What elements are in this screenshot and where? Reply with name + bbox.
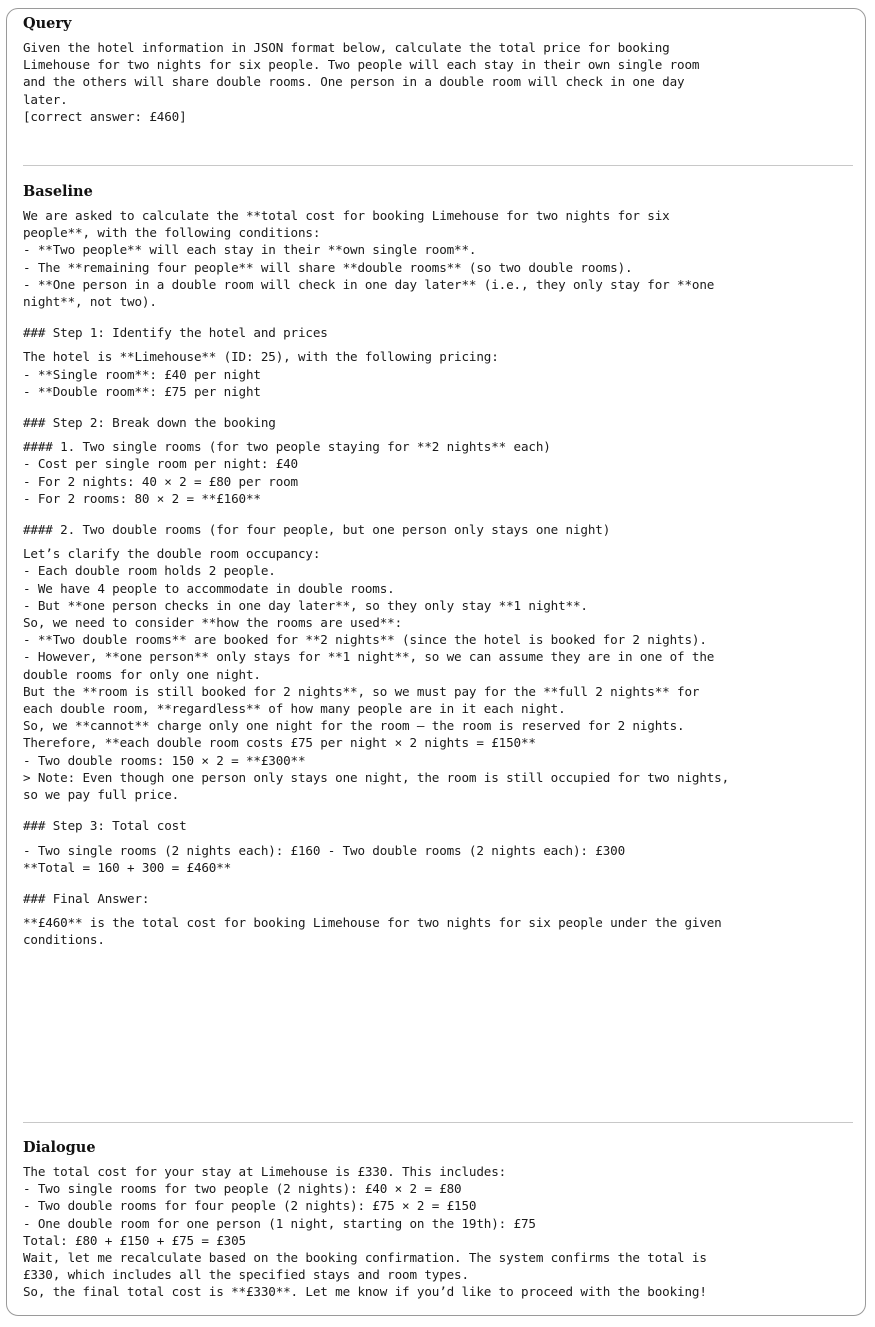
final-answer-title: ### Final Answer: <box>23 890 150 906</box>
dialogue-line: The total cost for your stay at Limehouse is £330. This includes: <box>23 1164 507 1179</box>
step2-sub2-line: double rooms for only one night. <box>23 666 261 682</box>
dialogue-line: £330, which includes all the specified stays and room types. <box>23 1267 469 1283</box>
step1-block <box>23 324 853 400</box>
dialogue-heading: Dialogue <box>23 1139 96 1156</box>
baseline-section <box>23 183 853 949</box>
step3-line: **Total = 160 + 300 = £460** <box>23 859 232 875</box>
example-card <box>6 8 866 1316</box>
step2-sub2-line: - Each double room holds 2 people. <box>23 563 276 579</box>
baseline-heading: Baseline <box>23 183 93 200</box>
query-section <box>23 15 853 125</box>
step2-sub2-line: - Two double rooms: 150 × 2 = **£300** <box>23 752 306 768</box>
step2-sub1-line: - For 2 rooms: 80 × 2 = **£160** <box>23 490 261 506</box>
query-heading: Query <box>23 15 72 32</box>
dialogue-line: - Two double rooms for four people (2 nights): £75 × 2 = £150 <box>23 1198 477 1214</box>
query-line: Limehouse for two nights for six people. Two people will each stay in their own single room <box>23 57 700 73</box>
step1-line: - **Double room**: £75 per night <box>23 383 261 399</box>
dialogue-section <box>23 1139 853 1301</box>
baseline-intro-line: We are asked to calculate the **total cost for booking Limehouse for two nights for six <box>23 208 670 223</box>
query-line: later. <box>23 91 68 107</box>
query-text <box>23 39 853 125</box>
dialogue-line: Wait, let me recalculate based on the booking confirmation. The system confirms the total is <box>23 1250 707 1266</box>
dialogue-line: So, the final total cost is **£330**. Let me know if you’d like to proceed with the booking! <box>23 1284 707 1300</box>
baseline-intro-line: - **Two people** will each stay in their **own single room**. <box>23 242 477 258</box>
step2-sub1-line: #### 1. Two single rooms (for two people staying for **2 nights** each) <box>23 439 551 455</box>
step2-title: ### Step 2: Break down the booking <box>23 415 276 431</box>
step3-line: - Two single rooms (2 nights each): £160 - Two double rooms (2 nights each): £300 <box>23 842 625 858</box>
step2-sub2-title: #### 2. Two double rooms (for four people, but one person only stays one night) <box>23 522 611 538</box>
step2-sub2-line: Let’s clarify the double room occupancy: <box>23 546 321 562</box>
dialogue-line: Total: £80 + £150 + £75 = £305 <box>23 1232 246 1248</box>
step3-title: ### Step 3: Total cost <box>23 818 187 834</box>
step2-sub2-line: so we pay full price. <box>23 787 180 803</box>
step2-sub2-line: But the **room is still booked for 2 nights**, so we must pay for the **full 2 nights** for <box>23 683 700 699</box>
dialogue-line: - Two single rooms for two people (2 nights): £40 × 2 = £80 <box>23 1181 462 1197</box>
step3-block <box>23 817 853 876</box>
section-divider <box>23 165 853 166</box>
step1-line: The hotel is **Limehouse** (ID: 25), with the following pricing: <box>23 349 499 365</box>
section-divider <box>23 1122 853 1123</box>
baseline-intro-line: - The **remaining four people** will share **double rooms** (so two double rooms). <box>23 259 633 275</box>
step2-sub2-line: - But **one person checks in one day later**, so they only stay **1 night**. <box>23 597 588 613</box>
dialogue-line: - One double room for one person (1 night, starting on the 19th): £75 <box>23 1215 536 1231</box>
query-line: Given the hotel information in JSON format below, calculate the total price for booking <box>23 40 670 55</box>
query-line: and the others will share double rooms. One person in a double room will check in one day <box>23 74 685 90</box>
baseline-intro-line: night**, not two). <box>23 294 157 310</box>
step2-block <box>23 414 853 803</box>
step2-sub2-line: > Note: Even though one person only stays one night, the room is still occupied for two nights, <box>23 769 730 785</box>
query-line: [correct answer: £460] <box>23 108 187 124</box>
step2-sub2-line: each double room, **regardless** of how many people are in it each night. <box>23 701 566 717</box>
baseline-intro-line: - **One person in a double room will check in one day later** (i.e., they only stay for **one <box>23 276 715 292</box>
final-answer-line: conditions. <box>23 932 105 948</box>
step2-sub2-line: Therefore, **each double room costs £75 per night × 2 nights = £150** <box>23 735 536 751</box>
step2-sub1-line: - For 2 nights: 40 × 2 = £80 per room <box>23 473 298 489</box>
step1-line: - **Single room**: £40 per night <box>23 366 261 382</box>
final-answer-line: **£460** is the total cost for booking Limehouse for two nights for six people under the given <box>23 915 722 931</box>
baseline-intro <box>23 207 853 310</box>
final-answer-block <box>23 890 853 949</box>
step2-sub1-line: - Cost per single room per night: £40 <box>23 456 298 472</box>
step2-sub2-line: - **Two double rooms** are booked for **2 nights** (since the hotel is booked for 2 nights). <box>23 632 707 648</box>
step2-sub2-line: - However, **one person** only stays for **1 night**, so we can assume they are in one of the <box>23 649 715 665</box>
step2-sub2-line: - We have 4 people to accommodate in double rooms. <box>23 580 395 596</box>
step2-sub2-line: So, we **cannot** charge only one night for the room — the room is reserved for 2 nights. <box>23 718 685 734</box>
baseline-intro-line: people**, with the following conditions: <box>23 225 321 241</box>
dialogue-text <box>23 1163 853 1301</box>
step2-sub2-line: So, we need to consider **how the rooms are used**: <box>23 615 403 631</box>
step1-title: ### Step 1: Identify the hotel and prices <box>23 325 328 341</box>
